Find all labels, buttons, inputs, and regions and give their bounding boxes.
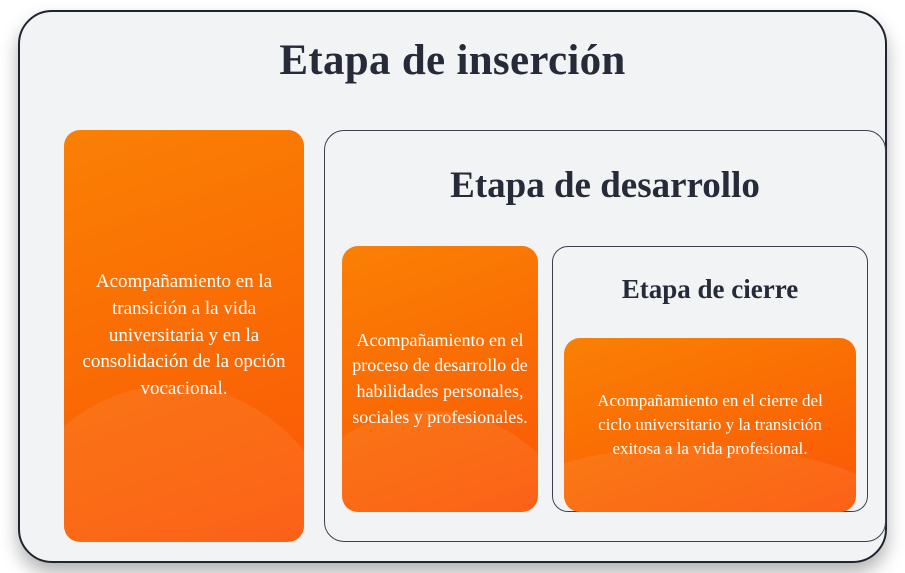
stage-cierre-title: Etapa de cierre [621,274,799,304]
stage-desarrollo-callout [342,246,538,512]
stage-cierre-callout [564,338,856,512]
stage-insercion-panel [18,10,887,563]
stage-desarrollo-title: Etapa de desarrollo [450,165,760,206]
stage-cierre-description: Acompañamiento en el cierre del ciclo universitario y la transición exitosa a la vida profesional. [597,390,823,459]
stage-insercion-title: Etapa de inserción [279,37,626,84]
stage-insercion-description: Acompañamiento en la transición a la vida universitaria y en la consolidación de la opción vocacional. [82,270,286,400]
stage-insercion-callout [64,130,304,542]
stage-desarrollo-description: Acompañamiento en el proceso de desarrollo de habilidades personales, sociales y profesionales. [352,329,528,427]
